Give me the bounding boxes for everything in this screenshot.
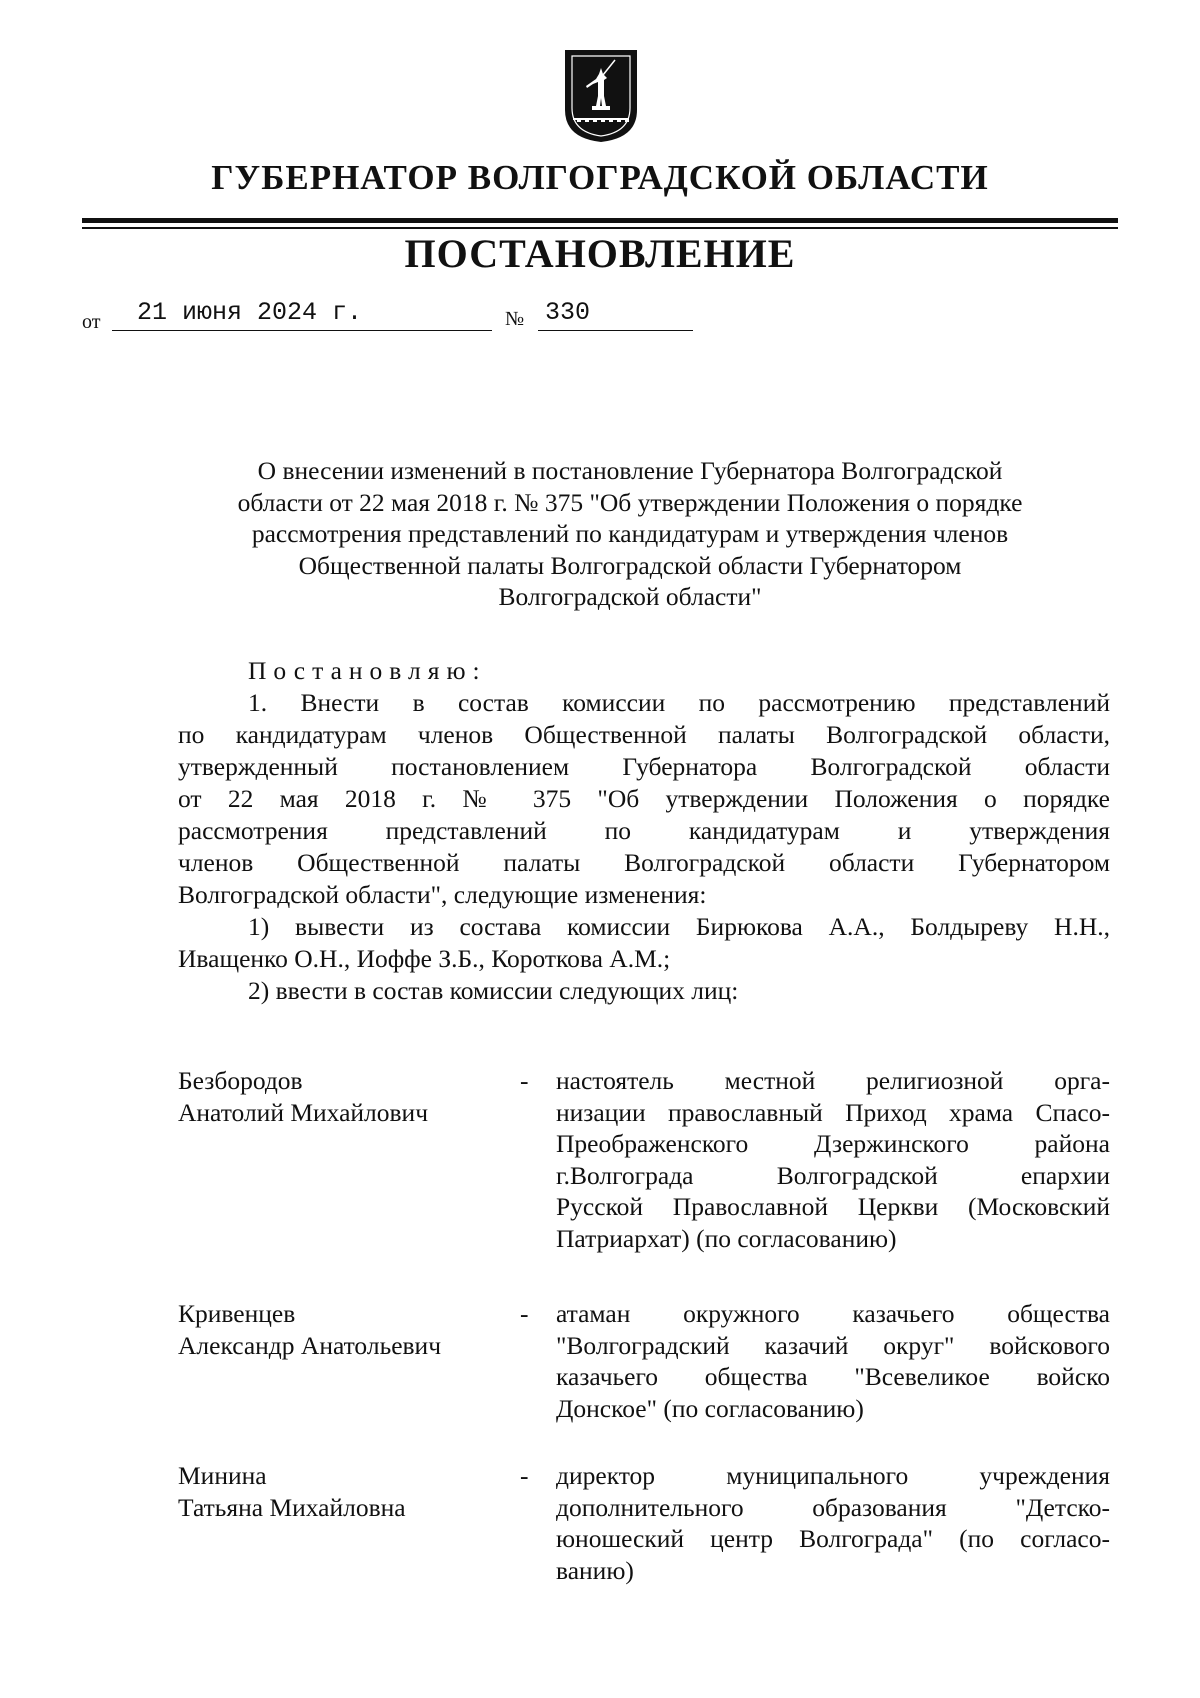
member-dash: - <box>520 1066 529 1095</box>
subject-line: Волгоградской области" <box>498 582 762 611</box>
item-1-line: по кандидатурам членов Общественной палаты Волгоградской области, <box>178 720 1110 749</box>
subject-line: О внесении изменений в постановление Губернатора Волгоградской <box>257 456 1003 485</box>
issuing-authority: ГУБЕРНАТОР ВОЛГОГРАДСКОЙ ОБЛАСТИ <box>211 158 989 197</box>
subitem-2-line: 2) ввести в состав комиссии следующих лиц: <box>248 976 739 1005</box>
coat-of-arms-icon <box>563 48 639 144</box>
member-role <box>556 1460 1110 1586</box>
header-rule-thick <box>82 218 1118 223</box>
number-prefix: № <box>505 308 525 330</box>
member-dash: - <box>520 1461 529 1490</box>
member-name <box>178 1065 538 1128</box>
item-1-line: Волгоградской области", следующие изменения: <box>178 880 707 909</box>
role-line: г.Волгограда Волгоградской епархии <box>556 1160 1110 1190</box>
role-line: настоятель местной религиозной орга- <box>556 1066 1110 1095</box>
document-number: 330 <box>545 298 591 327</box>
item-1-line: от 22 мая 2018 г. № 375 "Об утверждении Положения о порядке <box>178 784 1110 813</box>
member-surname: Безбородов <box>178 1066 303 1095</box>
member-role <box>556 1065 1110 1254</box>
date-number-line <box>0 296 1200 336</box>
subitem-1-line: Иващенко О.Н., Иоффе З.Б., Короткова А.М.; <box>178 944 671 973</box>
member-surname: Минина <box>178 1461 267 1490</box>
role-line: ванию) <box>556 1555 634 1585</box>
role-line: казачьего общества "Всевеликое войско <box>556 1362 1110 1391</box>
subitem-1-line: 1) вывести из состава комиссии Бирюкова А.А., Болдыреву Н.Н., <box>248 912 1110 941</box>
role-line: низации православный Приход храма Спасо- <box>556 1097 1110 1127</box>
role-line: Русской Православной Церкви (Московский <box>556 1192 1110 1221</box>
role-line: "Волгоградский казачий округ" войскового <box>556 1330 1110 1360</box>
date-prefix: от <box>82 311 101 333</box>
item-1-line: рассмотрения представлений по кандидатурам и утверждения <box>178 816 1110 845</box>
subject-line: Общественной палаты Волгоградской области Губернатором <box>298 550 962 580</box>
member-surname: Кривенцев <box>178 1299 296 1328</box>
role-line: дополнительного образования "Детско- <box>556 1492 1110 1522</box>
role-line: Патриархат) (по согласованию) <box>556 1223 897 1253</box>
role-line: Преображенского Дзержинского района <box>556 1129 1110 1158</box>
role-line: атаман окружного казачьего общества <box>556 1299 1110 1328</box>
item-1-line: утвержденный постановлением Губернатора Волгоградской области <box>178 752 1110 781</box>
coat-of-arms-emblem <box>563 48 639 144</box>
member-given-names: Анатолий Михайлович <box>178 1097 429 1127</box>
member-given-names: Татьяна Михайловна <box>178 1492 406 1522</box>
subject-line: рассмотрения представлений по кандидатурам и утверждения членов <box>251 519 1009 548</box>
header-rule-thin <box>82 227 1118 229</box>
member-role <box>556 1298 1110 1424</box>
subject-line: области от 22 мая 2018 г. № 375 "Об утверждении Положения о порядке <box>237 487 1023 517</box>
role-line: Донское" (по согласованию) <box>556 1393 864 1423</box>
member-given-names: Александр Анатольевич <box>178 1330 442 1360</box>
item-1-line: 1. Внести в состав комиссии по рассмотрению представлений <box>248 688 1110 717</box>
decree-word: Постановляю: <box>248 656 487 685</box>
document-date: 21 июня 2024 г. <box>137 298 363 327</box>
member-dash: - <box>520 1299 529 1328</box>
member-name <box>178 1460 538 1523</box>
member-name <box>178 1298 538 1361</box>
document-body <box>178 655 1110 1007</box>
role-line: директор муниципального учреждения <box>556 1461 1110 1490</box>
document-type-title: ПОСТАНОВЛЕНИЕ <box>404 231 796 276</box>
role-line: юношеский центр Волгограда" (по согласо- <box>556 1524 1110 1553</box>
item-1-line: членов Общественной палаты Волгоградской области Губернатором <box>178 848 1110 877</box>
document-subject <box>180 455 1080 613</box>
